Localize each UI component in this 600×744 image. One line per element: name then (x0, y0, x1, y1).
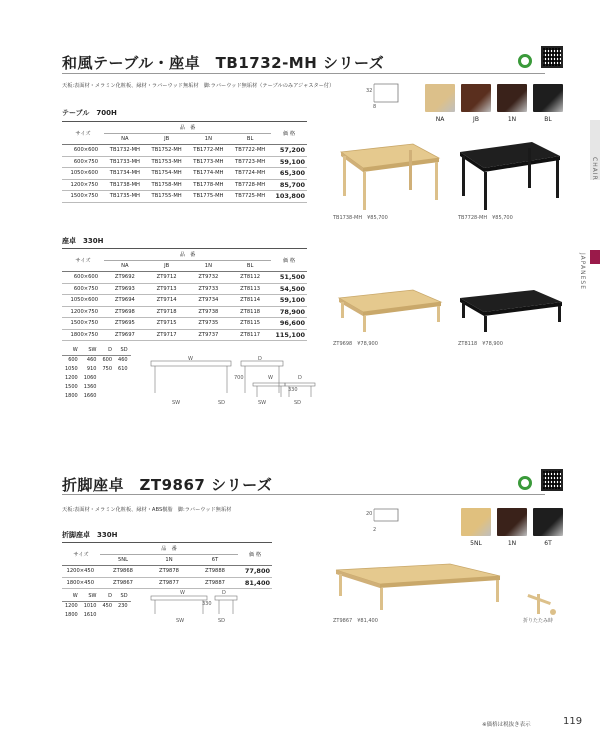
color-swatch (533, 84, 563, 112)
cell-in: TB1774-MH (188, 168, 230, 180)
folded-caption: 折りたたみ時 (523, 618, 554, 624)
table-na-image (333, 136, 443, 214)
folded-leg-image (523, 592, 563, 620)
table-row (62, 283, 307, 295)
cell-bl: TB7725-MH (229, 191, 271, 203)
dim-cell: 610 (118, 365, 128, 372)
zataku-heading: 座卓 330H (62, 237, 104, 245)
cell-size: 600×750 (62, 283, 104, 295)
section2-title: 折脚座卓 ZT9867 シリーズ (62, 476, 273, 494)
dimension-table (62, 346, 131, 400)
edge-32-label: 32 (366, 88, 373, 94)
col-jb: JB (146, 133, 188, 145)
dim-cell (99, 382, 115, 391)
cell-na: TB1734-MH (104, 168, 146, 180)
dim-cell: 1800 (65, 392, 78, 399)
cell-na: ZT9695 (104, 318, 146, 330)
cell-price: 85,700 (271, 179, 307, 191)
cell-in: TB1772-MH (188, 145, 230, 157)
cell-c1: ZT9867 (100, 577, 146, 589)
cell-in: ZT9733 (188, 283, 230, 295)
dim-row (62, 382, 131, 391)
cell-size: 1500×750 (62, 318, 104, 330)
col-price: 価 格 (238, 543, 272, 566)
cell-price: 65,300 (271, 168, 307, 180)
col-jb: JB (146, 260, 188, 272)
col-bl: BL (229, 133, 271, 145)
dim-sd-label: SD (218, 400, 226, 406)
section1-title: 和風テーブル・座卓 TB1732-MH シリーズ (62, 54, 385, 72)
table-row (62, 272, 307, 284)
dim-cell: 450 (102, 602, 113, 609)
col-price: 価 格 (271, 249, 307, 272)
cell-in: ZT9734 (188, 295, 230, 307)
edge-profile-diagram (368, 80, 408, 120)
cell-jb: TB1758-MH (146, 179, 188, 191)
cell-na: ZT9692 (104, 272, 146, 284)
cell-jb: ZT9712 (146, 272, 188, 284)
cell-size: 1050×600 (62, 295, 104, 307)
cell-price: 103,800 (271, 191, 307, 203)
cell-c3: ZT9887 (192, 577, 238, 589)
cell-jb: ZT9718 (146, 306, 188, 318)
folding-table-image (330, 560, 505, 616)
cell-size: 1200×450 (62, 566, 100, 578)
cell-price: 57,200 (271, 145, 307, 157)
dim-col-header: W (62, 346, 81, 355)
col-size: サイズ (62, 543, 100, 566)
tb-na-caption: TB1738-MH ¥85,700 (333, 215, 388, 221)
table-heading: テーブル 700H (62, 109, 117, 117)
cell-bl: ZT8112 (229, 272, 271, 284)
cell-size: 1050×600 (62, 168, 104, 180)
cell-bl: ZT8113 (229, 283, 271, 295)
table-row (62, 306, 307, 318)
folding-table-heading: 折脚座卓 330H (62, 531, 118, 539)
swatch-label: BL (544, 116, 552, 123)
dim-cell (115, 391, 131, 400)
table-row (62, 566, 272, 578)
col-size: サイズ (62, 249, 104, 272)
dim-col-header: D (99, 346, 115, 355)
dim-cell: 1050 (65, 365, 78, 372)
dim-cell: 1660 (83, 392, 97, 399)
dim-cell: 1200 (65, 374, 78, 381)
tb-bl-caption: TB7728-MH ¥85,700 (458, 215, 513, 221)
dim-cell (115, 610, 131, 619)
qr-code-icon (541, 469, 563, 491)
cell-size: 600×750 (62, 156, 104, 168)
dim-sw-label: SW (258, 400, 267, 406)
cell-jb: TB1754-MH (146, 168, 188, 180)
cell-price: 81,400 (238, 577, 272, 589)
dim-d-label: D (258, 356, 262, 362)
cell-na: TB1735-MH (104, 191, 146, 203)
cell-c3: ZT9888 (192, 566, 238, 578)
cell-in: ZT9732 (188, 272, 230, 284)
dim-col-header: SW (81, 346, 100, 355)
cell-price: 96,600 (271, 318, 307, 330)
dim-w-label: W (188, 356, 193, 362)
dim-cell (99, 391, 115, 400)
col-hinban: 品 番 (104, 249, 271, 261)
qr-code-icon (541, 46, 563, 68)
dim-cell: 600 (102, 356, 113, 363)
cell-price: 78,900 (271, 306, 307, 318)
zt-na-caption: ZT9698 ¥78,900 (333, 341, 378, 347)
col-bl: BL (229, 260, 271, 272)
cell-price: 59,100 (271, 295, 307, 307)
title-rule (62, 494, 545, 495)
dim-col-header: SW (81, 592, 100, 601)
cell-price: 54,500 (271, 283, 307, 295)
cell-size: 1500×750 (62, 191, 104, 203)
dim-sd-label: SD (218, 618, 226, 624)
dim-330-label: 330 (288, 387, 298, 393)
dim-d-label: D (298, 375, 302, 381)
dim-cell (115, 382, 131, 391)
dim-row (62, 391, 131, 400)
cell-jb: ZT9715 (146, 318, 188, 330)
cell-size: 1200×750 (62, 306, 104, 318)
side-chair-label: CHAIR (591, 157, 598, 181)
cell-bl: ZT8114 (229, 295, 271, 307)
cell-in: TB1775-MH (188, 191, 230, 203)
cell-na: ZT9693 (104, 283, 146, 295)
color-swatch (497, 84, 527, 112)
cell-size: 600×600 (62, 145, 104, 157)
cell-jb: ZT9717 (146, 329, 188, 341)
edge-profile-diagram (368, 505, 408, 541)
cell-size: 1200×750 (62, 179, 104, 191)
cell-jb: TB1755-MH (146, 191, 188, 203)
green-mark-icon (518, 54, 532, 68)
zataku-price-table (62, 248, 307, 341)
page-number: 119 (563, 716, 583, 727)
col-6t: 6T (192, 554, 238, 566)
color-swatch (497, 508, 527, 536)
col-size: サイズ (62, 122, 104, 145)
cell-size: 1800×450 (62, 577, 100, 589)
dim-col-header: D (99, 592, 115, 601)
dim-cell: 1360 (83, 383, 97, 390)
table-row (62, 168, 307, 180)
cell-na: ZT9698 (104, 306, 146, 318)
col-hinban: 品 番 (100, 543, 238, 555)
zt-bl-caption: ZT8118 ¥78,900 (458, 341, 503, 347)
cell-in: TB1773-MH (188, 156, 230, 168)
dim-d-label: D (222, 590, 226, 596)
dim-cell: 230 (118, 602, 128, 609)
cell-bl: ZT8117 (229, 329, 271, 341)
col-5nl: 5NL (100, 554, 146, 566)
table-row (62, 295, 307, 307)
dim-cell: 1610 (83, 611, 97, 618)
dim-sd-label: SD (294, 400, 302, 406)
dim-cell (99, 610, 115, 619)
edge-8-label: 8 (373, 104, 377, 110)
color-swatch (533, 508, 563, 536)
dim-cell: 750 (102, 365, 113, 372)
cell-jb: TB1752-MH (146, 145, 188, 157)
dim-cell: 1010 (83, 602, 97, 609)
cell-na: TB1732-MH (104, 145, 146, 157)
col-price: 価 格 (271, 122, 307, 145)
dim-cell: 460 (118, 356, 128, 363)
dim-cell: 1060 (83, 374, 97, 381)
cell-bl: TB7723-MH (229, 156, 271, 168)
cell-in: ZT9738 (188, 306, 230, 318)
zataku-bl-image (454, 286, 566, 336)
dim-col-header: SD (115, 346, 131, 355)
edge-20-label: 20 (366, 511, 373, 517)
dim-w-label: W (268, 375, 273, 381)
side-tab-japanese-marker (590, 250, 600, 264)
side-japanese-label: JAPANESE (579, 253, 586, 290)
zataku-na-image (333, 286, 445, 336)
dim-cell: 460 (86, 356, 97, 363)
cell-c2: ZT9877 (146, 577, 192, 589)
cell-in: ZT9735 (188, 318, 230, 330)
table-row (62, 577, 272, 589)
dim-cell: 600 (68, 356, 78, 363)
swatch-label: 1N (507, 116, 517, 123)
dim-cell: 1500 (65, 383, 78, 390)
table-row (62, 145, 307, 157)
swatch-label: JB (473, 116, 479, 123)
cell-na: ZT9694 (104, 295, 146, 307)
cell-bl: TB7724-MH (229, 168, 271, 180)
dim-row (62, 601, 131, 610)
folding-diagram (145, 590, 245, 624)
cell-size: 600×600 (62, 272, 104, 284)
dim-cell: 1200 (65, 602, 78, 609)
cell-na: TB1738-MH (104, 179, 146, 191)
dim-sw-label: SW (172, 400, 181, 406)
cell-bl: ZT8118 (229, 306, 271, 318)
swatch-label: 6T (544, 540, 552, 547)
color-swatch (461, 508, 491, 536)
section2-spec: 天板:表面材・メラミン化粧板、縁材・ABS樹脂 脚:ラバーウッド無垢材 (62, 507, 232, 513)
folding-price-table (62, 542, 272, 589)
dim-row (62, 364, 131, 373)
cell-size: 1800×750 (62, 329, 104, 341)
cell-price: 51,500 (271, 272, 307, 284)
dim-700-label: 700 (234, 375, 244, 381)
section1-spec: 天板:表面材・メラミン化粧板、縁材・ラバーウッド無垢材 脚:ラバーウッド無垢材（テーブルのみアジャスター付） (62, 83, 335, 89)
footer-note: ※価格は税抜き表示 (482, 722, 531, 728)
col-hinban: 品 番 (104, 122, 271, 134)
col-1n: 1N (146, 554, 192, 566)
cell-c1: ZT9868 (100, 566, 146, 578)
dim-sw-label: SW (176, 618, 185, 624)
dim-row (62, 373, 131, 382)
cell-c2: ZT9878 (146, 566, 192, 578)
swatch-label: 5NL (470, 540, 482, 547)
edge-2-label: 2 (373, 527, 377, 533)
dim-cell: 910 (86, 365, 97, 372)
dim-w-label: W (180, 590, 185, 596)
col-1n: 1N (188, 133, 230, 145)
cell-na: TB1733-MH (104, 156, 146, 168)
dimension-table (62, 592, 131, 619)
cell-price: 59,100 (271, 156, 307, 168)
cell-na: ZT9697 (104, 329, 146, 341)
col-1n: 1N (188, 260, 230, 272)
cell-in: ZT9737 (188, 329, 230, 341)
dim-330-label: 330 (202, 601, 212, 607)
swatch-label: NA (435, 116, 445, 123)
table-row (62, 318, 307, 330)
cell-jb: ZT9714 (146, 295, 188, 307)
table-price-table (62, 121, 307, 203)
title-rule (62, 73, 545, 74)
table-row (62, 179, 307, 191)
cell-bl: TB7728-MH (229, 179, 271, 191)
dim-cell (115, 373, 131, 382)
col-na: NA (104, 133, 146, 145)
dim-col-header: SD (115, 592, 131, 601)
color-swatch (461, 84, 491, 112)
dim-row (62, 355, 131, 364)
cell-price: 77,800 (238, 566, 272, 578)
table-row (62, 156, 307, 168)
cell-bl: TB7722-MH (229, 145, 271, 157)
col-na: NA (104, 260, 146, 272)
cell-in: TB1778-MH (188, 179, 230, 191)
dim-cell: 1800 (65, 611, 78, 618)
table-row (62, 329, 307, 341)
color-swatch (425, 84, 455, 112)
folding-caption: ZT9867 ¥81,400 (333, 618, 378, 624)
green-mark-icon (518, 476, 532, 490)
cell-bl: ZT8115 (229, 318, 271, 330)
swatch-label: 1N (507, 540, 517, 547)
dim-row (62, 610, 131, 619)
cell-jb: ZT9713 (146, 283, 188, 295)
dim-col-header: W (62, 592, 81, 601)
cell-jb: TB1753-MH (146, 156, 188, 168)
dim-cell (99, 373, 115, 382)
table-bl-image (454, 136, 564, 214)
table-row (62, 191, 307, 203)
cell-price: 115,100 (271, 329, 307, 341)
